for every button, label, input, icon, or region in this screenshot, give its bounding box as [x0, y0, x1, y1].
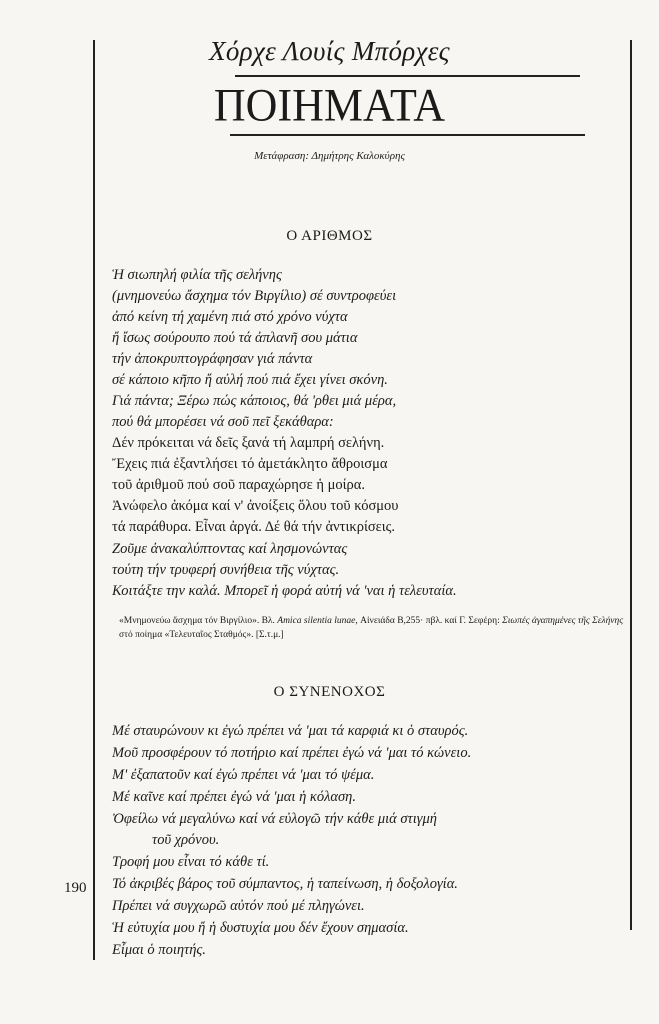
book-title: ΠΟΙΗΜΑΤΑ — [213, 79, 446, 132]
poem2-line: Ἡ εὐτυχία μου ἤ ἡ δυστυχία μου δέν ἔχουν σημασία. — [112, 920, 409, 936]
poem1-line: Κοιτάξτε την καλά. Μπορεῖ ἡ φορά αὐτή νά 'ναι ἡ τελευταία. — [112, 583, 457, 599]
poem1-line: Ἀνώφελο ἀκόμα καί ν' ἀνοίξεις ὅλου τοῦ κόσμου — [112, 498, 399, 514]
poem1-line: τούτη τήν τρυφερή συνήθεια τῆς νύχτας. — [112, 562, 340, 578]
poem1-line: (μνημονεύω ἄσχημα τόν Βιργίλιο) σέ συντροφεύει — [112, 288, 397, 304]
translator-credit: Μετάφραση: Δημήτρης Καλοκύρης — [254, 150, 405, 162]
poem1-line: Δέν πρόκειται νά δεῖς ξανά τή λαμπρή σελήνη. — [112, 435, 385, 451]
poem-title-arithmos: Ο ΑΡΙΘΜΟΣ — [286, 228, 373, 244]
poem2-line: τοῦ χρόνου. — [152, 832, 220, 848]
footnote-text: «Μνημονεύω ἄσχημα τόν Βιργίλιο». Βλ. — [119, 616, 278, 626]
page-number: 190 — [64, 880, 87, 896]
poem1-line: ἀπό κείνη τή χαμένη πιά στό χρόνο νύχτα — [112, 309, 348, 325]
poem2-line: Πρέπει νά συγχωρῶ αὐτόν πού μέ πληγώνει. — [112, 898, 365, 914]
poem1-line: τοῦ ἀριθμοῦ πού σοῦ παραχώρησε ἡ μοίρα. — [112, 477, 365, 493]
poem1-line: τά παράθυρα. Εἶναι ἀργά. Δέ θά τήν ἀντικρίσεις. — [112, 519, 396, 535]
poem2-line: Εἶμαι ὁ ποιητής. — [112, 942, 206, 958]
poem2-line: Μέ καῖνε καί πρέπει ἐγώ νά 'μαι ἡ κόλαση. — [112, 789, 356, 805]
poem-title-synenochos: Ο ΣΥΝΕΝΟΧΟΣ — [273, 684, 386, 700]
translator-footnote — [119, 614, 629, 642]
title-rule-top — [235, 75, 580, 77]
left-margin-rule — [93, 40, 95, 960]
poem1-line: Γιά πάντα; Ξέρω πώς κάποιος, θά 'ρθει μιά μέρα, — [112, 393, 397, 409]
poem1-line: Ζοῦμε ἀνακαλύπτοντας καί λησμονώντας — [112, 541, 348, 557]
poem1-line: τήν ἀποκρυπτογράφησαν γιά πάντα — [112, 351, 313, 367]
poem2-line: Μοῦ προσφέρουν τό ποτήριο καί πρέπει ἐγώ νά 'μαι τό κώνειο. — [112, 745, 472, 761]
footnote-text: , Αἰνειάδα Β,255· πβλ. καί Γ. Σεφέρη: — [355, 616, 503, 626]
poem1-line: πού θά μπορέσει νά σοῦ πεῖ ξεκάθαρα: — [112, 414, 334, 430]
poem1-line: σέ κάποιο κῆπο ἤ αὐλή πού πιά ἔχει γίνει σκόνη. — [112, 372, 388, 388]
poem2-line: Τό ἀκριβές βάρος τοῦ σύμπαντος, ἡ ταπείνωση, ἡ δοξολογία. — [112, 876, 458, 892]
poem2-line: Τροφή μου εἶναι τό κάθε τί. — [112, 854, 270, 870]
poem1-line: ἤ ἴσως σούρουπο πού τά ἀπλανῆ σου μάτια — [112, 330, 358, 346]
poem2-line: Ὀφείλω νά μεγαλύνω καί νά εὐλογῶ τήν κάθε μιά στιγμή — [112, 811, 437, 827]
poem2-line: Μ' ἐξαπατοῦν καί ἐγώ πρέπει νά 'μαι τό ψέμα. — [112, 767, 375, 783]
footnote-italic: Amica silentia lunae — [277, 616, 356, 626]
poem1-line: Ἡ σιωπηλή φιλία τῆς σελήνης — [112, 267, 282, 283]
footnote-text: στό ποίημα «Τελευταῖος Σταθμός». [Σ.τ.μ.] — [119, 630, 284, 640]
footnote-italic: Σιωπές ἀγαπημένες τῆς Σελήνης — [502, 616, 624, 626]
right-margin-rule — [630, 40, 632, 930]
author-name: Χόρχε Λουίς Μπόρχες — [209, 36, 450, 66]
title-rule-bottom — [230, 134, 585, 136]
poem1-line: Ἔχεις πιά ἐξαντλήσει τό ἀμετάκλητο ἄθροισμα — [112, 456, 388, 472]
poem2-line: Μέ σταυρώνουν κι ἐγώ πρέπει νά 'μαι τά καρφιά κι ὁ σταυρός. — [112, 723, 469, 739]
